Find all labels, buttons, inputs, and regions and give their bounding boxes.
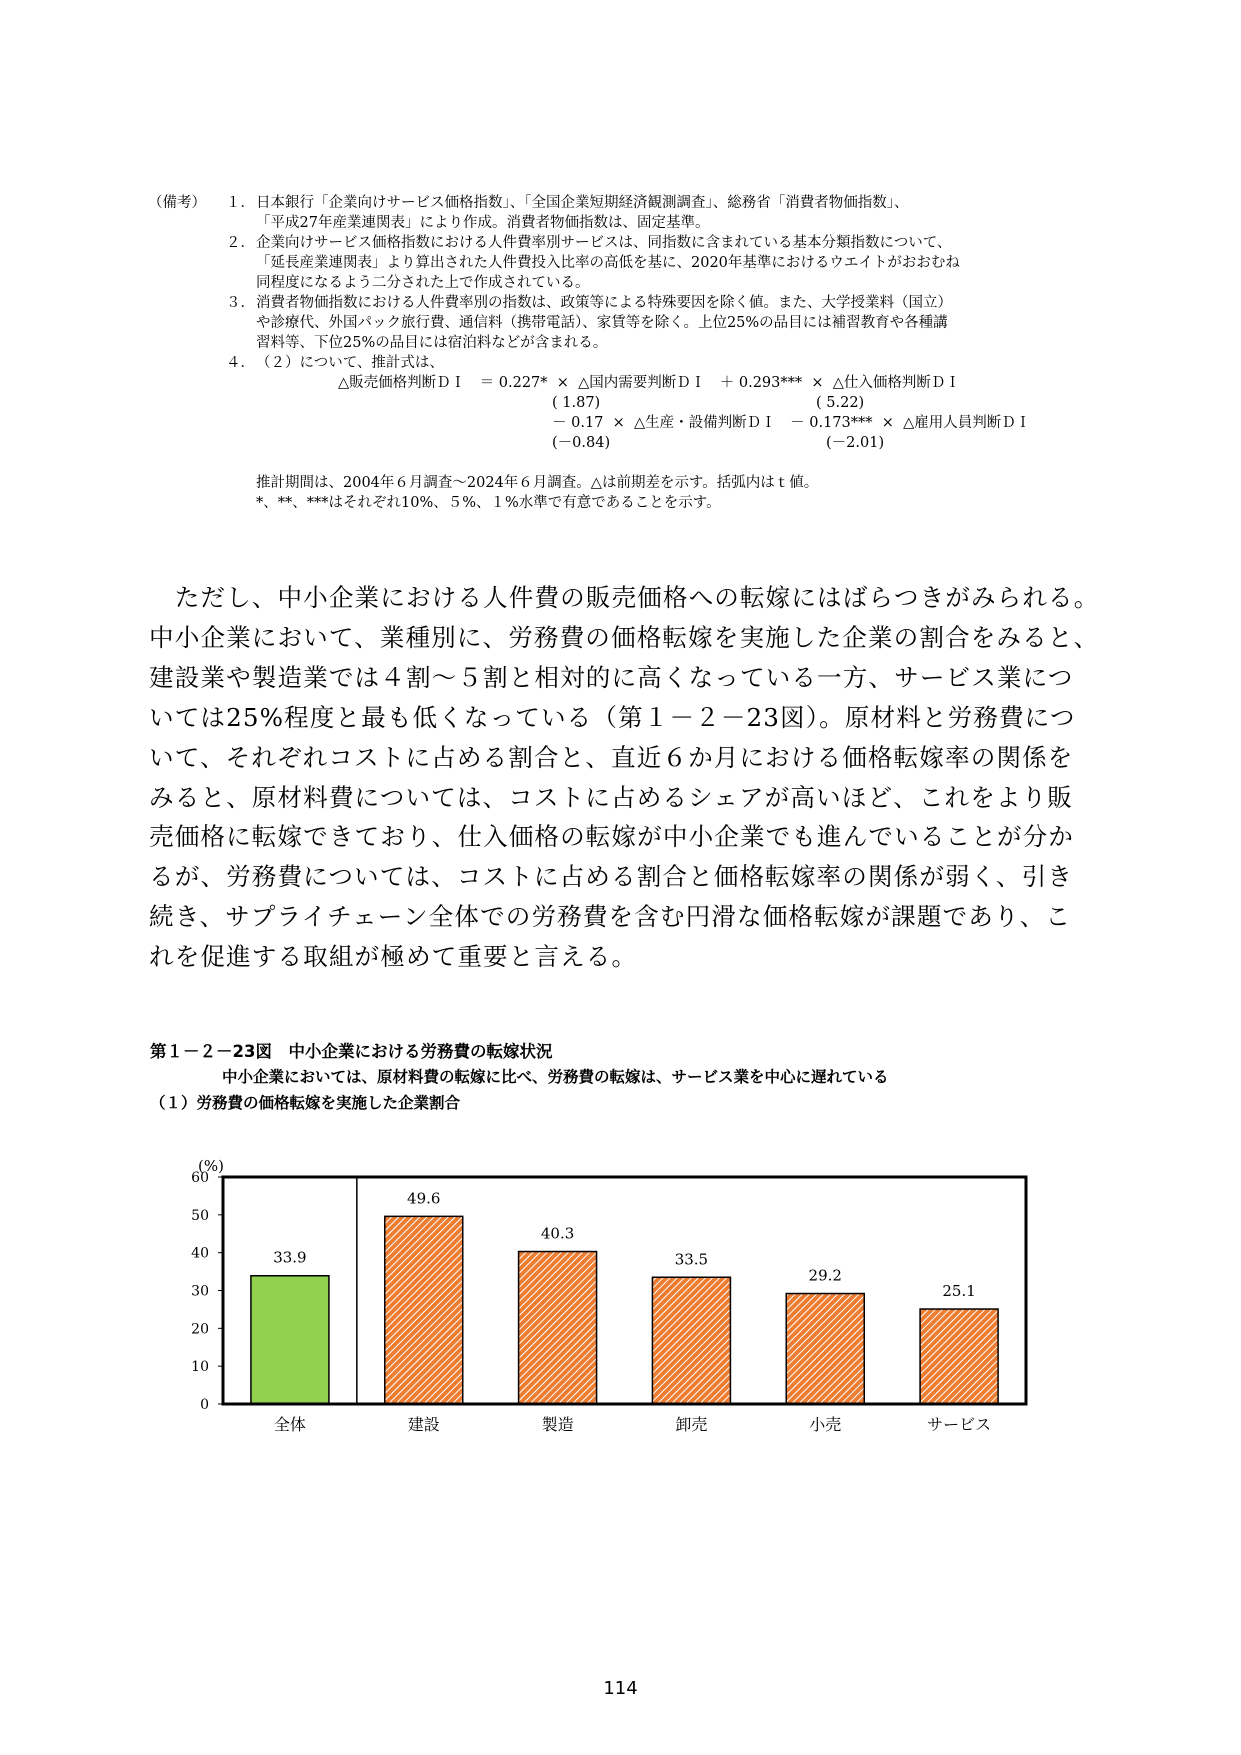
plot-frame — [223, 1177, 1026, 1404]
note-number: ２． — [226, 235, 255, 251]
x-tick-label: 卸売 — [675, 1415, 708, 1434]
bar-3 — [519, 1252, 597, 1404]
data-label: 49.6 — [407, 1189, 441, 1208]
paragraph-line: 建設業や製造業では４割～５割と相対的に高くなっている一方、サービス業につ — [149, 662, 1074, 692]
data-label: 29.2 — [808, 1266, 842, 1285]
note-number: ３． — [226, 295, 255, 311]
note-line: 「延長産業連関表」より算出された人件費投入比率の高低を基に、2020年基準におけるウエイトがおおむね — [256, 255, 960, 271]
bar-1 — [251, 1276, 329, 1404]
figure-title: 第１－２－23図 中小企業における労務費の転嫁状況 — [150, 1042, 553, 1061]
note-line: 推計期間は、2004年６月調査～2024年６月調査。△は前期差を示す。括弧内はｔ値。 — [256, 475, 819, 491]
paragraph-line: れを促進する取組が極めて重要と言える。 — [149, 942, 638, 972]
formula-t-value: ( 5.22) — [816, 395, 865, 411]
y-axis-label: (%) — [198, 1157, 224, 1175]
y-tick-label: 0 — [200, 1397, 209, 1413]
notes-section — [148, 193, 1078, 513]
bar-6 — [920, 1309, 998, 1404]
y-tick-label: 30 — [191, 1283, 209, 1300]
y-tick-label: 50 — [191, 1207, 209, 1224]
data-label: 25.1 — [942, 1282, 976, 1301]
paragraph-line: 中小企業において、業種別に、労務費の価格転嫁を実施した企業の割合をみると、 — [149, 622, 1100, 652]
y-tick-label: 20 — [191, 1321, 209, 1338]
note-line: 日本銀行「企業向けサービス価格指数」、「全国企業短期経済観測調査」、総務省「消費者物価指数」、 — [256, 195, 909, 211]
figure-subtitle: 中小企業においては、原材料費の転嫁に比べ、労務費の転嫁は、サービス業を中心に遅れている — [222, 1068, 889, 1086]
paragraph-line: みると、原材料費については、コストに占めるシェアが高いほど、これをより販 — [149, 782, 1073, 812]
note-3 — [148, 293, 1078, 353]
bar-chart — [180, 1145, 1040, 1445]
note-line: や診療代、外国パック旅行費、通信料（携帯電話）、家賃等を除く。上位25%の品目には補習教育や各種講 — [256, 315, 948, 331]
x-tick-label: 製造 — [541, 1415, 574, 1434]
paragraph-line: いて、それぞれコストに占める割合と、直近６か月における価格転嫁率の関係を — [149, 742, 1074, 772]
y-tick-label: 40 — [191, 1245, 209, 1262]
bar-2 — [385, 1216, 463, 1404]
body-paragraph — [149, 578, 1100, 977]
bar-5 — [786, 1294, 864, 1404]
note-line: 習料等、下位25%の品目には宿泊料などが含まれる。 — [256, 335, 608, 351]
paragraph-line: いては25%程度と最も低くなっている（第１－２－23図）。原材料と労務費につ — [149, 702, 1076, 732]
note-line: 消費者物価指数における人件費率別の指数は、政策等による特殊要因を除く値。また、大学授業料（国立） — [256, 295, 952, 311]
x-tick-label: 全体 — [273, 1415, 306, 1434]
estimation-formula — [256, 373, 1078, 473]
x-tick-label: サービス — [927, 1415, 992, 1434]
data-label: 33.9 — [273, 1248, 307, 1267]
note-line: *、**、***はそれぞれ10%、５%、１%水準で有意であることを示す。 — [256, 495, 721, 511]
figure-part-title: （１）労務費の価格転嫁を実施した企業割合 — [150, 1094, 461, 1112]
paragraph-line: ただし、中小企業における人件費の販売価格への転嫁にはばらつきがみられる。 — [149, 583, 1100, 612]
note-line: （２）について、推計式は、 — [256, 355, 444, 371]
data-label: 40.3 — [540, 1224, 575, 1243]
x-tick-label: 小売 — [809, 1415, 842, 1434]
x-tick-label: 建設 — [407, 1415, 440, 1434]
note-number: ４． — [226, 355, 255, 371]
formula-line-1: △販売価格判断ＤＩ ＝ 0.227* × △国内需要判断ＤＩ ＋ 0.293*** × △仕入価格判断ＤＩ — [338, 375, 960, 391]
paragraph-line: 売価格に転嫁できており、仕入価格の転嫁が中小企業でも進んでいることが分か — [149, 822, 1074, 852]
note-line: 企業向けサービス価格指数における人件費率別サービスは、同指数に含まれている基本分類指数について、 — [256, 235, 952, 251]
note-line: 「平成27年産業連関表」により作成。消費者物価指数は、固定基準。 — [256, 215, 710, 231]
note-line: 同程度になるよう二分された上で作成されている。 — [256, 275, 590, 291]
bar-4 — [652, 1277, 730, 1404]
note-1 — [148, 193, 1078, 233]
paragraph-line: 続き、サプライチェーン全体での労務費を含む円滑な価格転嫁が課題であり、こ — [149, 902, 1072, 932]
note-2 — [148, 233, 1078, 293]
data-label: 33.5 — [674, 1250, 709, 1269]
notes-label: （備考） — [148, 195, 206, 211]
note-4 — [148, 353, 1078, 513]
page-number: 114 — [603, 1678, 638, 1699]
y-tick-label: 10 — [191, 1359, 209, 1376]
paragraph-line: るが、労務費については、コストに占める割合と価格転嫁率の関係が弱く、引き — [149, 862, 1073, 892]
formula-t-value: (－2.01) — [826, 435, 885, 451]
formula-t-value: ( 1.87) — [552, 395, 601, 411]
formula-t-value: (－0.84) — [552, 435, 611, 451]
formula-line-2: － 0.17 × △生産・設備判断ＤＩ － 0.173*** × △雇用人員判断ＤＩ — [552, 415, 1031, 431]
y-tick-label: 60 — [191, 1170, 209, 1186]
note-number: １． — [226, 195, 255, 211]
